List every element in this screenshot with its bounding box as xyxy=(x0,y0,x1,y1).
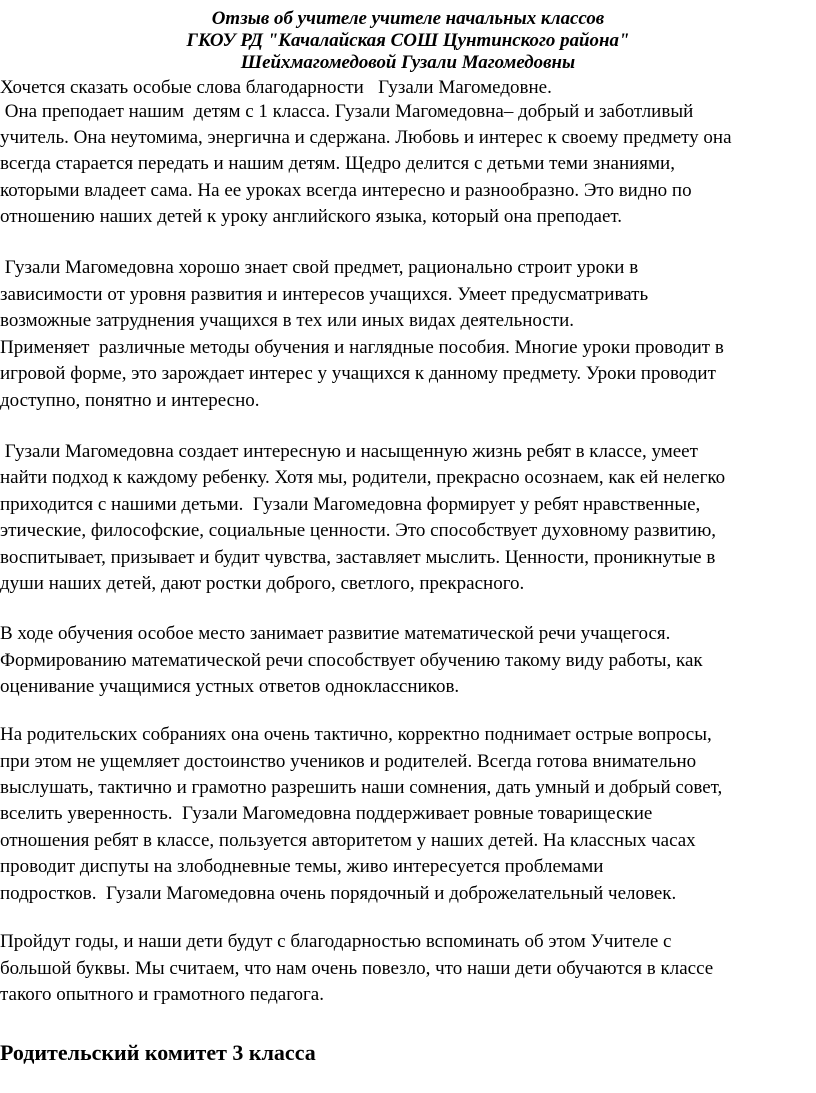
body-line: которыми владеет сама. На ее уроках всегда интересно и разнообразно. Это видно по xyxy=(0,180,692,201)
body-line: отношения ребят в классе, пользуется авторитетом у наших детей. На классных часах xyxy=(0,830,696,851)
body-line: выслушать, тактично и грамотно разрешить наши сомнения, дать умный и добрый совет, xyxy=(0,777,723,798)
body-line: воспитывает, призывает и будит чувства, заставляет мыслить. Ценности, проникнутые в xyxy=(0,547,716,568)
body-line: подростков. Гузали Магомедовна очень порядочный и доброжелательный человек. xyxy=(0,883,677,904)
body-line: души наших детей, дают ростки доброго, светлого, прекрасного. xyxy=(0,573,525,594)
body-line: Гузали Магомедовна создает интересную и насыщенную жизнь ребят в классе, умеет xyxy=(0,441,698,462)
title-line-3: Шейхмагомедовой Гузали Магомедовны xyxy=(240,52,576,73)
body-line: найти подход к каждому ребенку. Хотя мы, родители, прекрасно осознаем, как ей нелегко xyxy=(0,467,726,488)
body-line: На родительских собраниях она очень тактично, корректно поднимает острые вопросы, xyxy=(0,724,712,745)
body-line: возможные затруднения учащихся в тех или иных видах деятельности. xyxy=(0,310,575,331)
body-line: В ходе обучения особое место занимает развитие математической речи учащегося. xyxy=(0,623,671,644)
body-line: большой буквы. Мы считаем, что нам очень повезло, что наши дети обучаются в классе xyxy=(0,958,714,979)
body-line: Формированию математической речи способствует обучению такому виду работы, как xyxy=(0,650,703,671)
body-line: игровой форме, это зарождает интерес у учащихся к данному предмету. Уроки проводит xyxy=(0,363,716,384)
body-line: приходится с нашими детьми. Гузали Магомедовна формирует у ребят нравственные, xyxy=(0,494,701,515)
body-line: вселить уверенность. Гузали Магомедовна поддерживает ровные товарищеские xyxy=(0,803,653,824)
body-line: доступно, понятно и интересно. xyxy=(0,390,260,411)
body-line: всегда старается передать и нашим детям. Щедро делится с детьми теми знаниями, xyxy=(0,153,675,174)
body-line: Хочется сказать особые слова благодарности Гузали Магомедовне. xyxy=(0,77,552,98)
body-line: Гузали Магомедовна хорошо знает свой предмет, рационально строит уроки в xyxy=(0,257,639,278)
body-line: оценивание учащимися устных ответов одноклассников. xyxy=(0,676,460,697)
body-line: такого опытного и грамотного педагога. xyxy=(0,984,324,1005)
signature: Родительский комитет 3 класса xyxy=(0,1040,316,1065)
body-line: Пройдут годы, и наши дети будут с благодарностью вспоминать об этом Учителе с xyxy=(0,931,672,952)
body-line: этические, философские, социальные ценности. Это способствует духовному развитию, xyxy=(0,520,717,541)
body-line: проводит диспуты на злободневные темы, живо интересуется проблемами xyxy=(0,856,604,877)
body-line: учитель. Она неутомима, энергична и сдержана. Любовь и интерес к своему предмету она xyxy=(0,127,732,148)
title-line-2: ГКОУ РД "Качалайская СОШ Цунтинского района" xyxy=(186,30,630,51)
body-line: зависимости от уровня развития и интересов учащихся. Умеет предусматривать xyxy=(0,284,649,305)
body-line: отношению наших детей к уроку английского языка, который она преподает. xyxy=(0,206,623,227)
body-line: при этом не ущемляет достоинство учеников и родителей. Всегда готова внимательно xyxy=(0,751,697,772)
body-line: Применяет различные методы обучения и наглядные пособия. Многие уроки проводит в xyxy=(0,337,724,358)
body-line: Она преподает нашим детям с 1 класса. Гузали Магомедовна– добрый и заботливый xyxy=(0,101,694,122)
title-line-1: Отзыв об учителе учителе начальных классов xyxy=(211,8,605,29)
